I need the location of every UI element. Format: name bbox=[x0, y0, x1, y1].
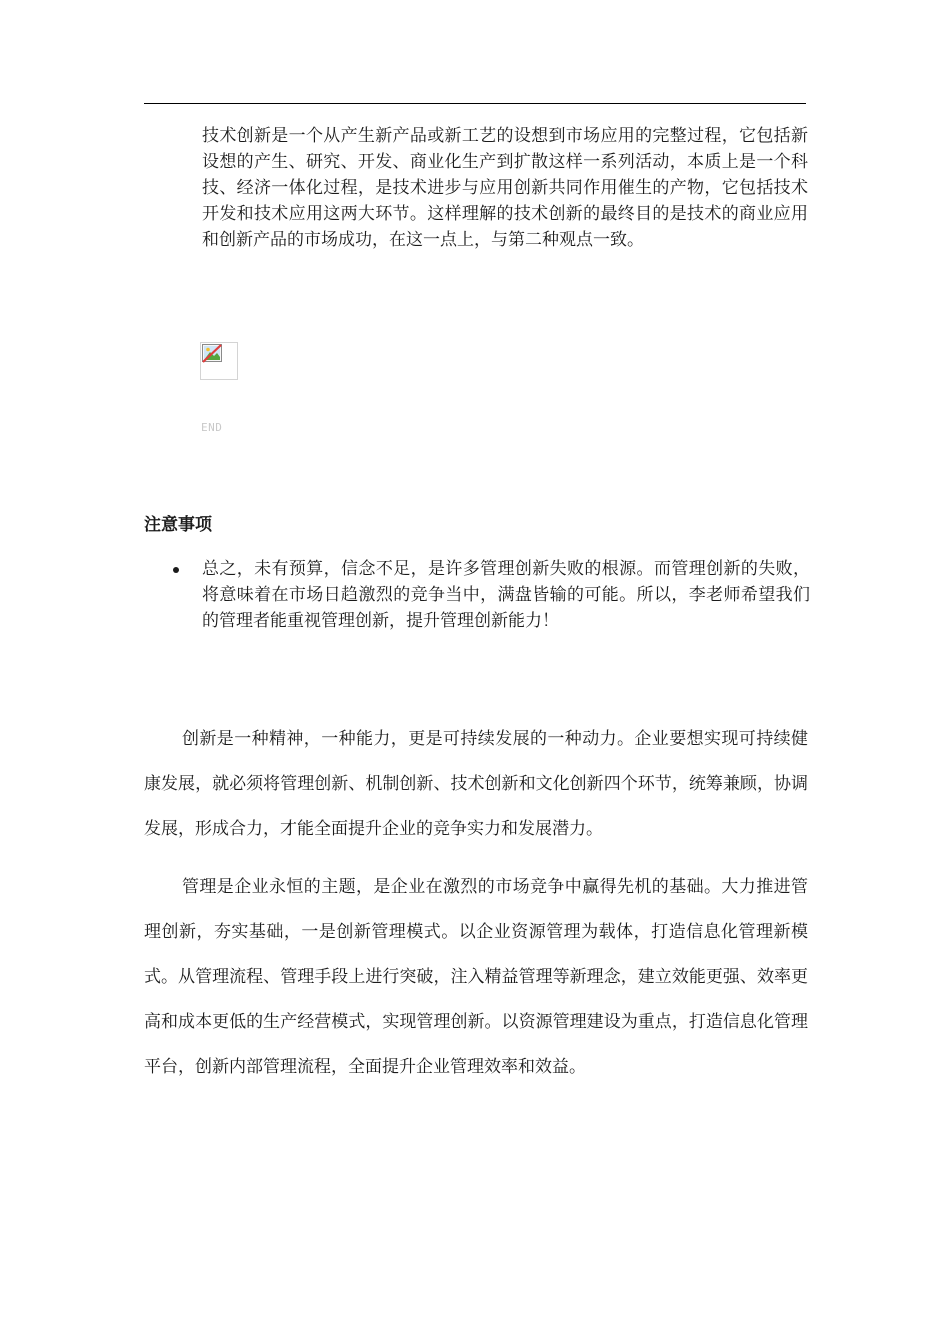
end-marker: END bbox=[201, 421, 223, 434]
list-item-text: 总之，未有预算，信念不足，是许多管理创新失败的根源。而管理创新的失败，将意味着在市场日趋激烈的竞争当中，满盘皆输的可能。所以，李老师希望我们的管理者能重视管理创新，提升管理创新能力！ bbox=[202, 559, 810, 631]
intro-paragraph: 技术创新是一个从产生新产品或新工艺的设想到市场应用的完整过程，它包括新设想的产生、研究、开发、商业化生产到扩散这样一系列活动，本质上是一个科技、经济一体化过程，是技术进步与应用创新共同作用催生的产物，它包括技术开发和技术应用这两大环节。这样理解的技术创新的最终目的是技术的商业应用和创新产品的市场成功，在这一点上，与第二种观点一致。 bbox=[202, 126, 808, 250]
bullet-icon bbox=[173, 567, 179, 573]
broken-image-icon bbox=[200, 342, 238, 380]
section-heading-notes: 注意事项 bbox=[144, 515, 212, 535]
list-item bbox=[170, 556, 810, 634]
body-paragraph-2: 管理是企业永恒的主题，是企业在激烈的市场竞争中赢得先机的基础。大力推进管理创新，夯实基础，一是创新管理模式。以企业资源管理为载体，打造信息化管理新模式。从管理流程、管理手段上进行突破，注入精益管理等新理念，建立效能更强、效率更高和成本更低的生产经营模式，实现管理创新。以资源管理建设为重点，打造信息化管理平台，创新内部管理流程，全面提升企业管理效率和效益。 bbox=[144, 877, 808, 1077]
notes-list bbox=[170, 556, 810, 634]
body-paragraph-1: 创新是一种精神，一种能力，更是可持续发展的一种动力。企业要想实现可持续健康发展，就必须将管理创新、机制创新、技术创新和文化创新四个环节，统筹兼顾，协调发展，形成合力，才能全面提升企业的竞争实力和发展潜力。 bbox=[144, 729, 808, 839]
header-rule bbox=[144, 103, 806, 104]
